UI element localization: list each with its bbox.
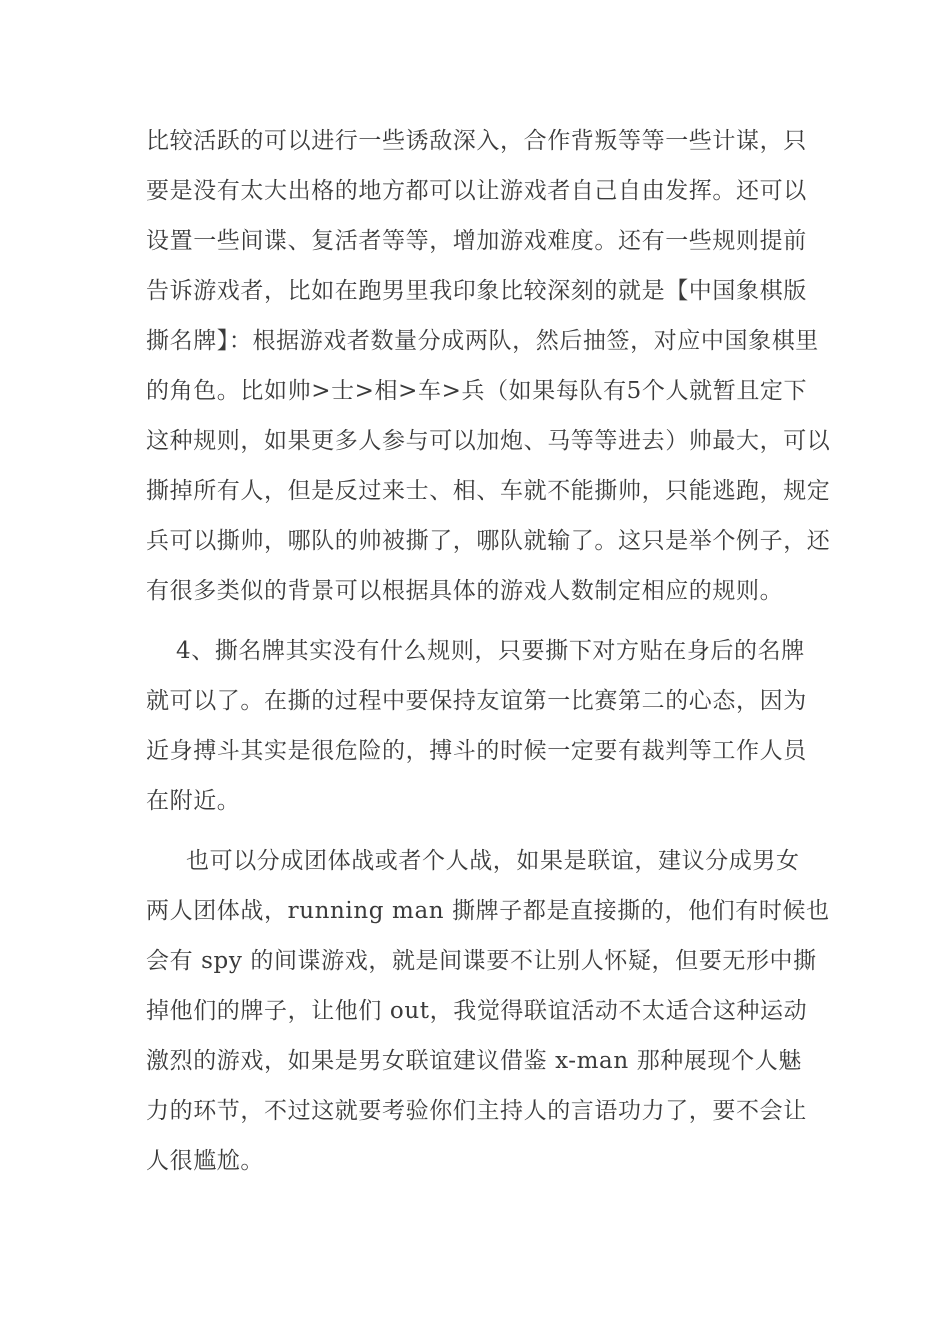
text-line: 两人团体战，running man 撕牌子都是直接撕的，他们有时候也 bbox=[146, 898, 830, 924]
text-line: 近身搏斗其实是很危险的，搏斗的时候一定要有裁判等工作人员 bbox=[146, 738, 807, 764]
text-line: 的角色。比如帅>士>相>车>兵（如果每队有5个人就暂且定下 bbox=[146, 378, 808, 404]
paragraph-rule-4 bbox=[146, 626, 810, 826]
text-line: 这种规则，如果更多人参与可以加炮、马等等进去）帅最大，可以 bbox=[146, 428, 831, 454]
text-line: 兵可以撕帅，哪队的帅被撕了，哪队就输了。这只是举个例子，还 bbox=[146, 528, 831, 554]
text-line: 告诉游戏者，比如在跑男里我印象比较深刻的就是【中国象棋版 bbox=[146, 278, 807, 304]
text-line: 掉他们的牌子，让他们 out，我觉得联谊活动不太适合这种运动 bbox=[146, 998, 808, 1024]
text-line: 4、撕名牌其实没有什么规则，只要撕下对方贴在身后的名牌 bbox=[176, 638, 805, 664]
text-line: 也可以分成团体战或者个人战，如果是联谊，建议分成男女 bbox=[186, 848, 800, 874]
text-line: 撕掉所有人，但是反过来士、相、车就不能撕帅，只能逃跑，规定 bbox=[146, 478, 831, 504]
text-line: 在附近。 bbox=[146, 788, 241, 814]
paragraph-team-battle bbox=[146, 836, 830, 1186]
text-line: 会有 spy 的间谍游戏，就是间谍要不让别人怀疑，但要无形中撕 bbox=[146, 948, 817, 974]
text-line: 就可以了。在撕的过程中要保持友谊第一比赛第二的心态，因为 bbox=[146, 688, 807, 714]
text-line: 有很多类似的背景可以根据具体的游戏人数制定相应的规则。 bbox=[146, 578, 784, 604]
text-line: 人很尴尬。 bbox=[146, 1148, 264, 1174]
text-line: 设置一些间谍、复活者等等，增加游戏难度。还有一些规则提前 bbox=[146, 228, 807, 254]
text-line: 撕名牌】：根据游戏者数量分成两队，然后抽签，对应中国象棋里 bbox=[146, 328, 819, 354]
paragraph-game-roles bbox=[146, 116, 831, 616]
text-line: 激烈的游戏，如果是男女联谊建议借鉴 x-man 那种展现个人魅 bbox=[146, 1048, 802, 1074]
text-line: 比较活跃的可以进行一些诱敌深入，合作背叛等等一些计谋，只 bbox=[146, 128, 807, 154]
text-line: 要是没有太大出格的地方都可以让游戏者自己自由发挥。还可以 bbox=[146, 178, 807, 204]
text-line: 力的环节，不过这就要考验你们主持人的言语功力了，要不会让 bbox=[146, 1098, 807, 1124]
